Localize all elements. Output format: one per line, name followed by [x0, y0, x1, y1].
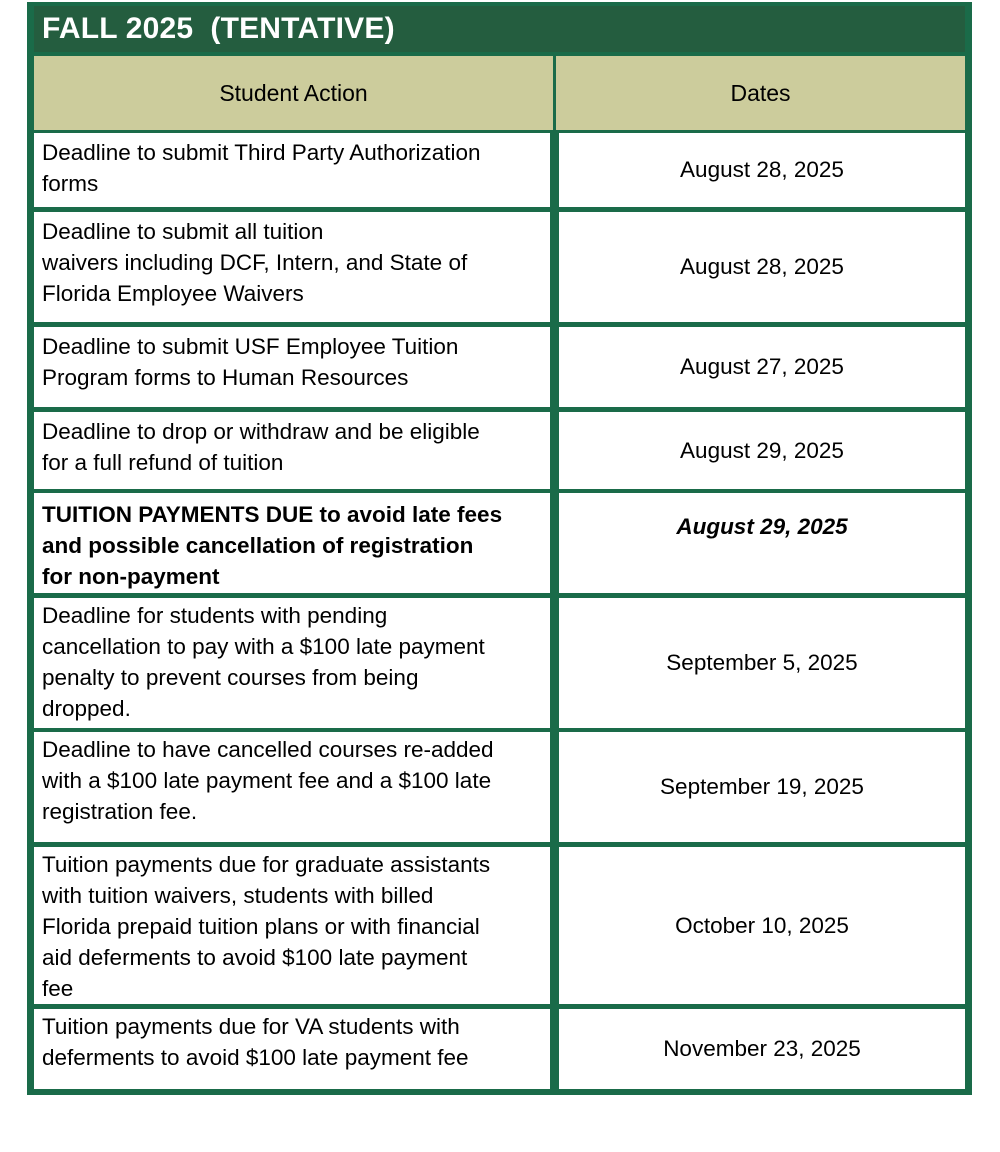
student-action-text: Tuition payments due for VA students with deferments to avoid $100 late payment fee	[42, 1014, 469, 1070]
table-row	[34, 847, 965, 1004]
date-text: September 5, 2025	[666, 650, 858, 675]
table-title-bar	[34, 6, 965, 52]
date-text: August 27, 2025	[680, 354, 844, 379]
student-action-cell	[34, 598, 550, 728]
table-row	[34, 732, 965, 842]
column-header-student-action: Student Action	[34, 56, 553, 130]
date-cell	[559, 212, 965, 322]
date-text: August 29, 2025	[680, 437, 844, 463]
table-header-row	[34, 56, 965, 130]
student-action-text: Deadline to drop or withdraw and be eligible for a full refund of tuition	[42, 419, 480, 475]
student-action-cell	[34, 493, 550, 593]
date-text: August 28, 2025	[680, 254, 844, 279]
date-cell	[559, 598, 965, 728]
column-header-dates: Dates	[556, 56, 965, 130]
date-text: October 10, 2025	[675, 912, 849, 938]
date-cell	[559, 1009, 965, 1089]
table-row	[34, 598, 965, 728]
date-text: August 28, 2025	[680, 157, 844, 182]
student-action-text: Tuition payments due for graduate assistants with tuition waivers, students with billed Florida prepaid tuition plans or with financial aid deferments to avoid $100 late payment fee	[42, 852, 491, 1001]
student-action-cell	[34, 327, 550, 407]
date-cell	[559, 412, 965, 489]
student-action-text: Deadline to submit all tuition waivers including DCF, Intern, and State of Florida Employee Waivers	[42, 219, 468, 306]
student-action-text: Deadline to have cancelled courses re-added with a $100 late payment fee and a $100 late registration fee.	[42, 737, 494, 824]
date-cell	[559, 493, 965, 593]
table-row	[34, 412, 965, 489]
student-action-text: Deadline to submit Third Party Authorization forms	[42, 140, 481, 196]
table-row	[34, 212, 965, 322]
student-action-text: Deadline to submit USF Employee Tuition Program forms to Human Resources	[42, 334, 459, 390]
date-text: November 23, 2025	[663, 1036, 861, 1061]
date-cell	[559, 327, 965, 407]
date-text: August 29, 2025	[676, 514, 848, 539]
student-action-cell	[34, 732, 550, 842]
table-row	[34, 1009, 965, 1089]
table-row-emphasis	[34, 493, 965, 593]
date-text: September 19, 2025	[660, 774, 864, 799]
date-cell	[559, 847, 965, 1004]
date-cell	[559, 133, 965, 207]
table-row	[34, 133, 965, 207]
student-action-text: Deadline for students with pending cancellation to pay with a $100 late payment penalty to prevent courses from being dropped.	[42, 603, 485, 721]
student-action-cell	[34, 1009, 550, 1089]
fall-2025-schedule-table	[27, 2, 972, 1095]
table-title: FALL 2025 (TENTATIVE)	[42, 12, 395, 45]
table-row	[34, 327, 965, 407]
student-action-text: TUITION PAYMENTS DUE to avoid late fees and possible cancellation of registration for non-payment	[42, 502, 503, 589]
student-action-cell	[34, 133, 550, 207]
date-cell	[559, 732, 965, 842]
student-action-cell	[34, 212, 550, 322]
student-action-cell	[34, 412, 550, 489]
student-action-cell	[34, 847, 550, 1004]
